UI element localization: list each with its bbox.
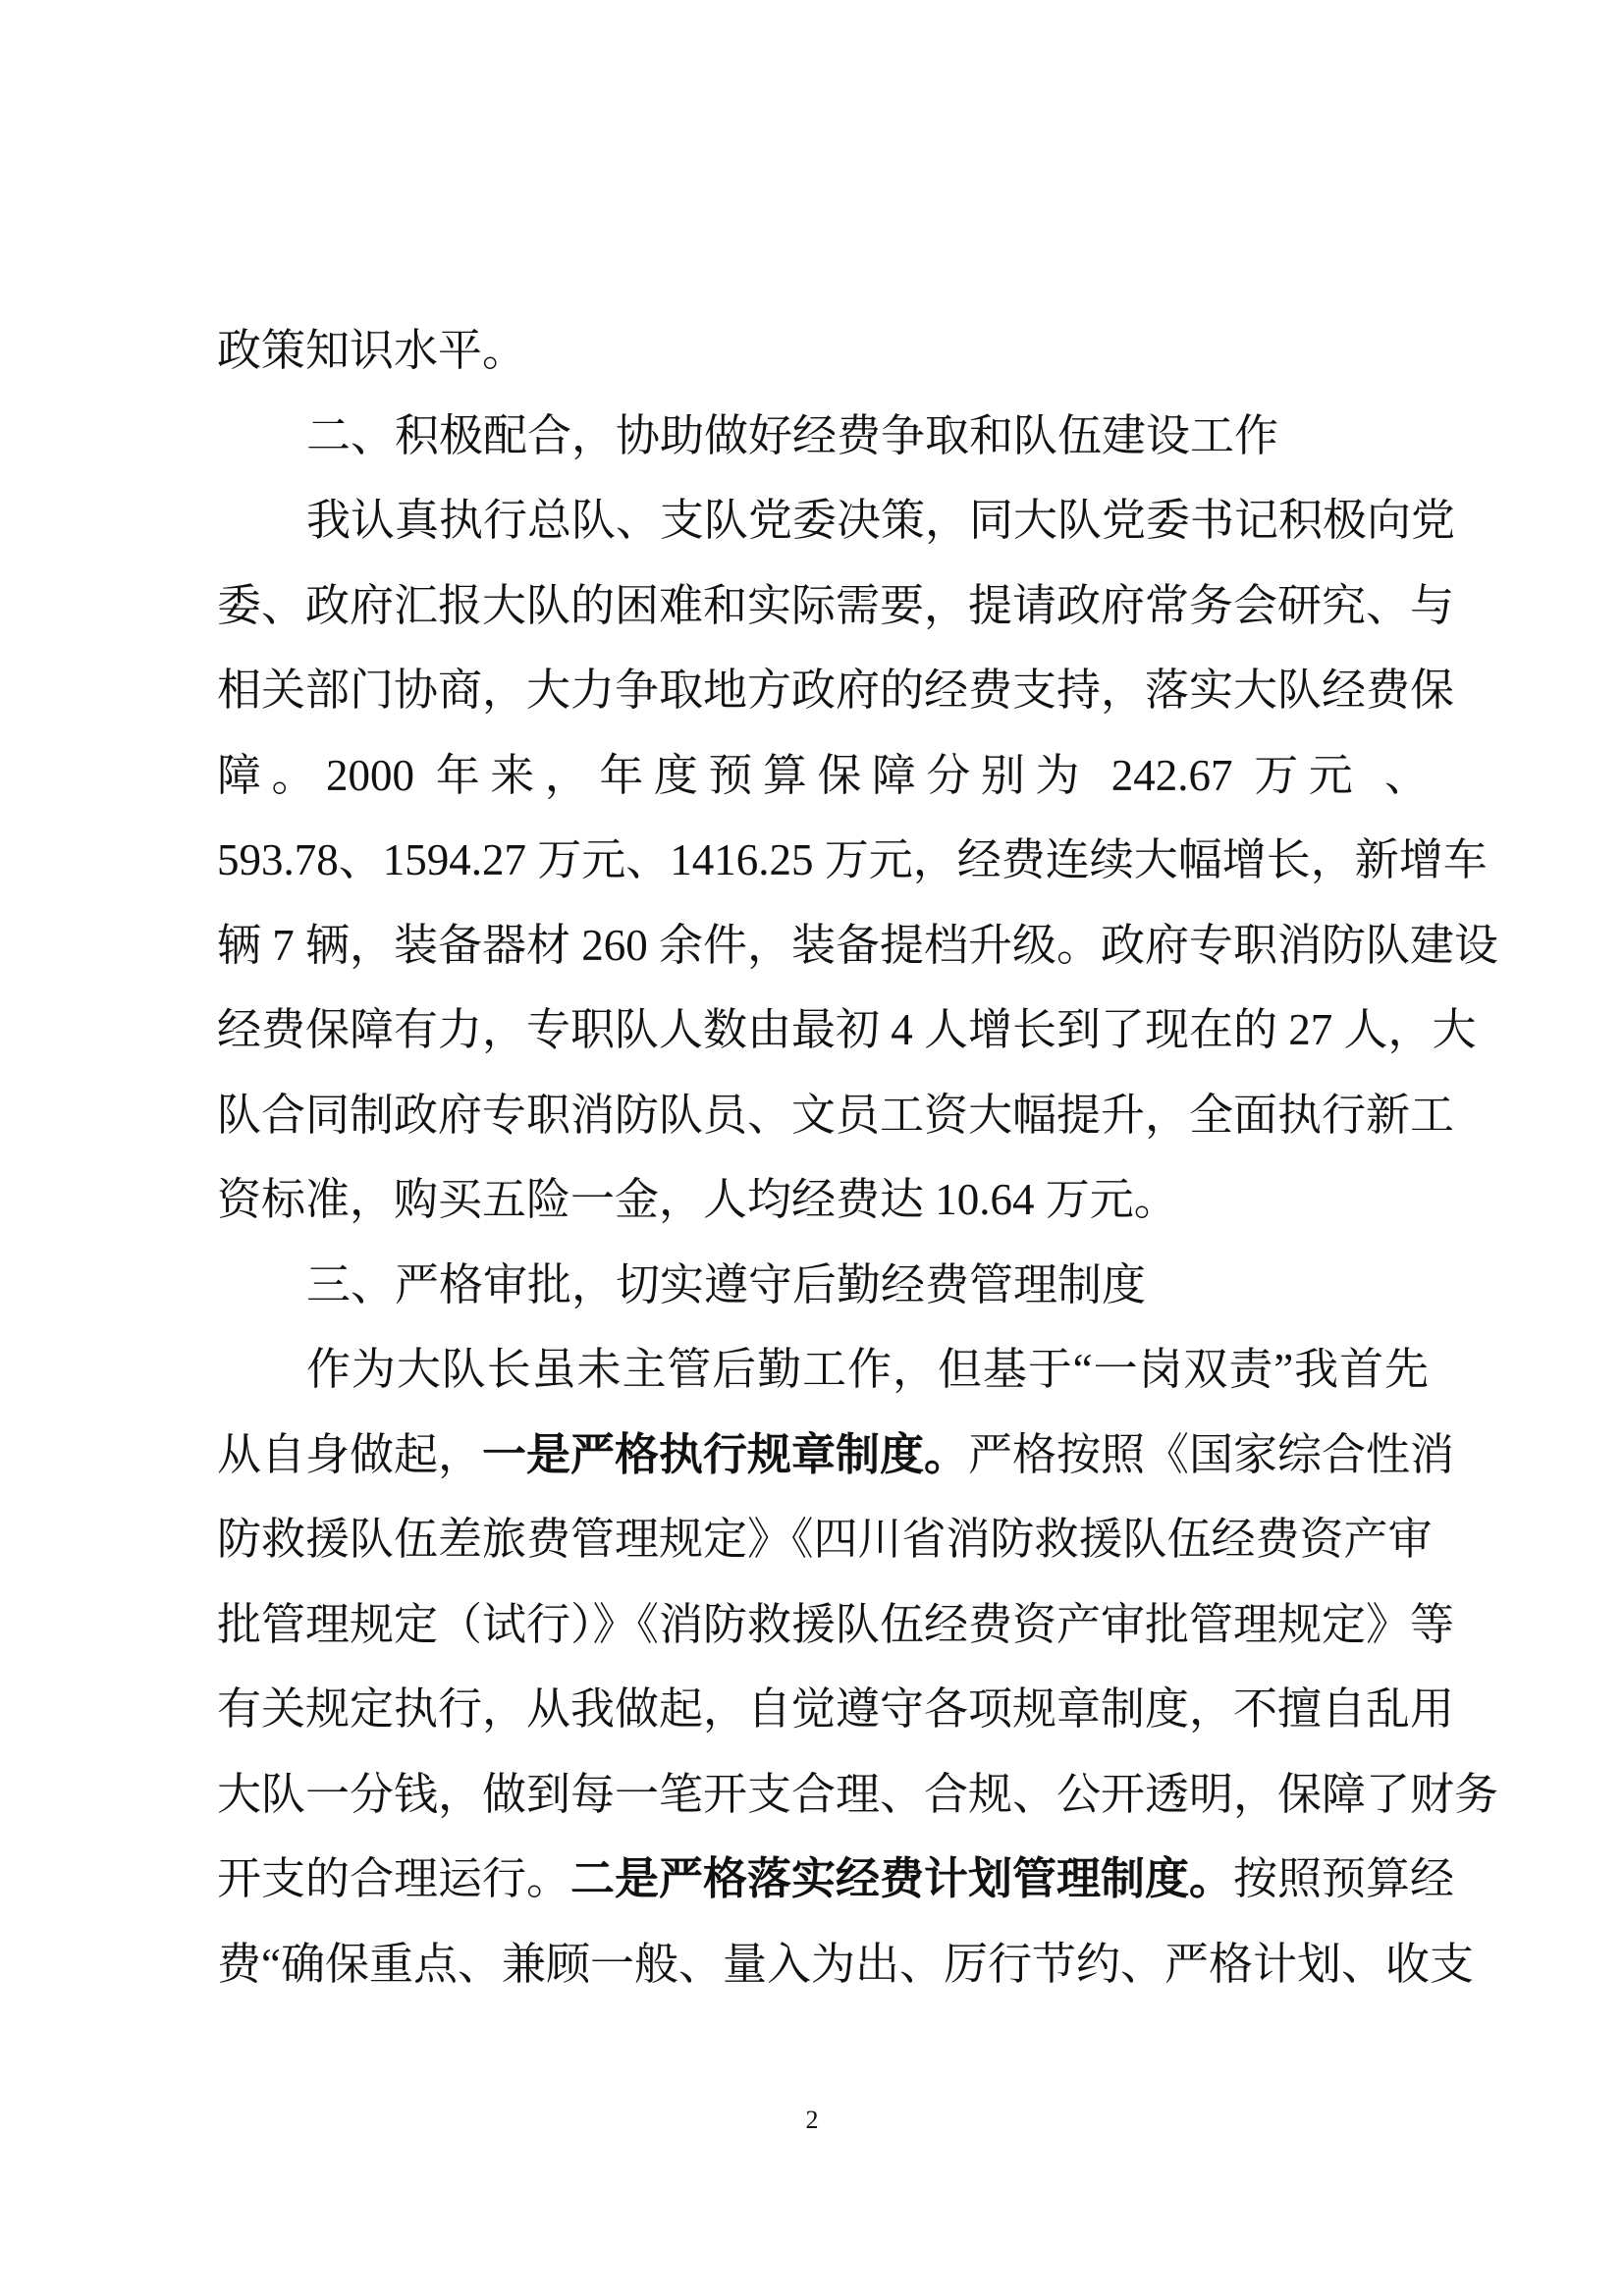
text-line (217, 1327, 1429, 1413)
text-line (217, 648, 1455, 733)
text-segment: 从自身做起， (217, 1429, 483, 1479)
text-segment: 防救援队伍差旅费管理规定》《四川省消防救援队伍经费资产审 (217, 1515, 1433, 1564)
text-line (217, 818, 1488, 903)
text-segment: 队合同制政府专职消防队员、文员工资大幅提升，全面执行新工 (217, 1090, 1455, 1140)
text-segment: 费“确保重点、兼顾一般、量入为出、厉行节约、严格计划、收支 (217, 1939, 1474, 1989)
text-segment: 按照预算经 (1233, 1854, 1455, 1903)
text-segment: 严格按照《国家综合性消 (968, 1429, 1455, 1479)
bold-text-segment: 一是严格执行规章制度。 (482, 1429, 969, 1479)
text-line (217, 733, 1429, 819)
text-line (217, 1413, 1455, 1498)
bold-text-segment: 二是严格落实经费计划管理制度。 (570, 1854, 1234, 1903)
text-line (217, 394, 1429, 479)
text-segment: 二、积极配合，协助做好经费争取和队伍建设工作 (306, 410, 1279, 460)
text-line (217, 1243, 1429, 1328)
text-line (217, 1667, 1455, 1752)
text-line (217, 308, 1429, 394)
text-segment: 政策知识水平。 (217, 326, 527, 375)
text-segment: 经费保障有力，专职队人数由最初 4 人增长到了现在的 27 人，大 (217, 1005, 1477, 1054)
text-segment: 有关规定执行，从我做起，自觉遵守各项规章制度，不擅自乱用 (217, 1684, 1455, 1734)
text-line (217, 563, 1455, 649)
text-line (217, 478, 1456, 563)
text-line (217, 1157, 1429, 1243)
text-line (217, 1582, 1455, 1668)
text-segment: 我认真执行总队、支队党委决策，同大队党委书记积极向党 (306, 496, 1456, 545)
text-segment: 三、严格审批，切实遵守后勤经费管理制度 (306, 1259, 1147, 1309)
text-segment: 障。2000 年来，年度预算保障分别为 242.67 万元 、 (217, 750, 1429, 800)
text-line (217, 903, 1499, 988)
text-segment: 作为大队长虽未主管后勤工作，但基于“一岗双责”我首先 (306, 1345, 1429, 1394)
text-segment: 相关部门协商，大力争取地方政府的经费支持，落实大队经费保 (217, 666, 1455, 715)
text-segment: 资标准，购买五险一金，人均经费达 10.64 万元。 (217, 1175, 1178, 1224)
page-number: 2 (805, 2106, 819, 2134)
text-segment: 委、政府汇报大队的困难和实际需要，提请政府常务会研究、与 (217, 580, 1455, 630)
text-segment: 大队一分钱，做到每一笔开支合理、合规、公开透明，保障了财务 (217, 1769, 1499, 1819)
text-line (217, 1752, 1499, 1838)
text-line (217, 1837, 1455, 1922)
text-segment: 辆 7 辆，装备器材 260 余件，装备提档升级。政府专职消防队建设 (217, 920, 1499, 970)
text-segment: 批管理规定（试行）》《消防救援队伍经费资产审批管理规定》等 (217, 1599, 1455, 1649)
body-text (217, 308, 1499, 2006)
text-segment: 开支的合理运行。 (217, 1854, 571, 1903)
text-segment: 593.78、1594.27 万元、1416.25 万元，经费连续大幅增长，新增车 (217, 835, 1488, 884)
text-line (217, 1922, 1474, 2007)
text-line (217, 1497, 1433, 1582)
text-line (217, 1073, 1455, 1158)
text-line (217, 988, 1477, 1073)
